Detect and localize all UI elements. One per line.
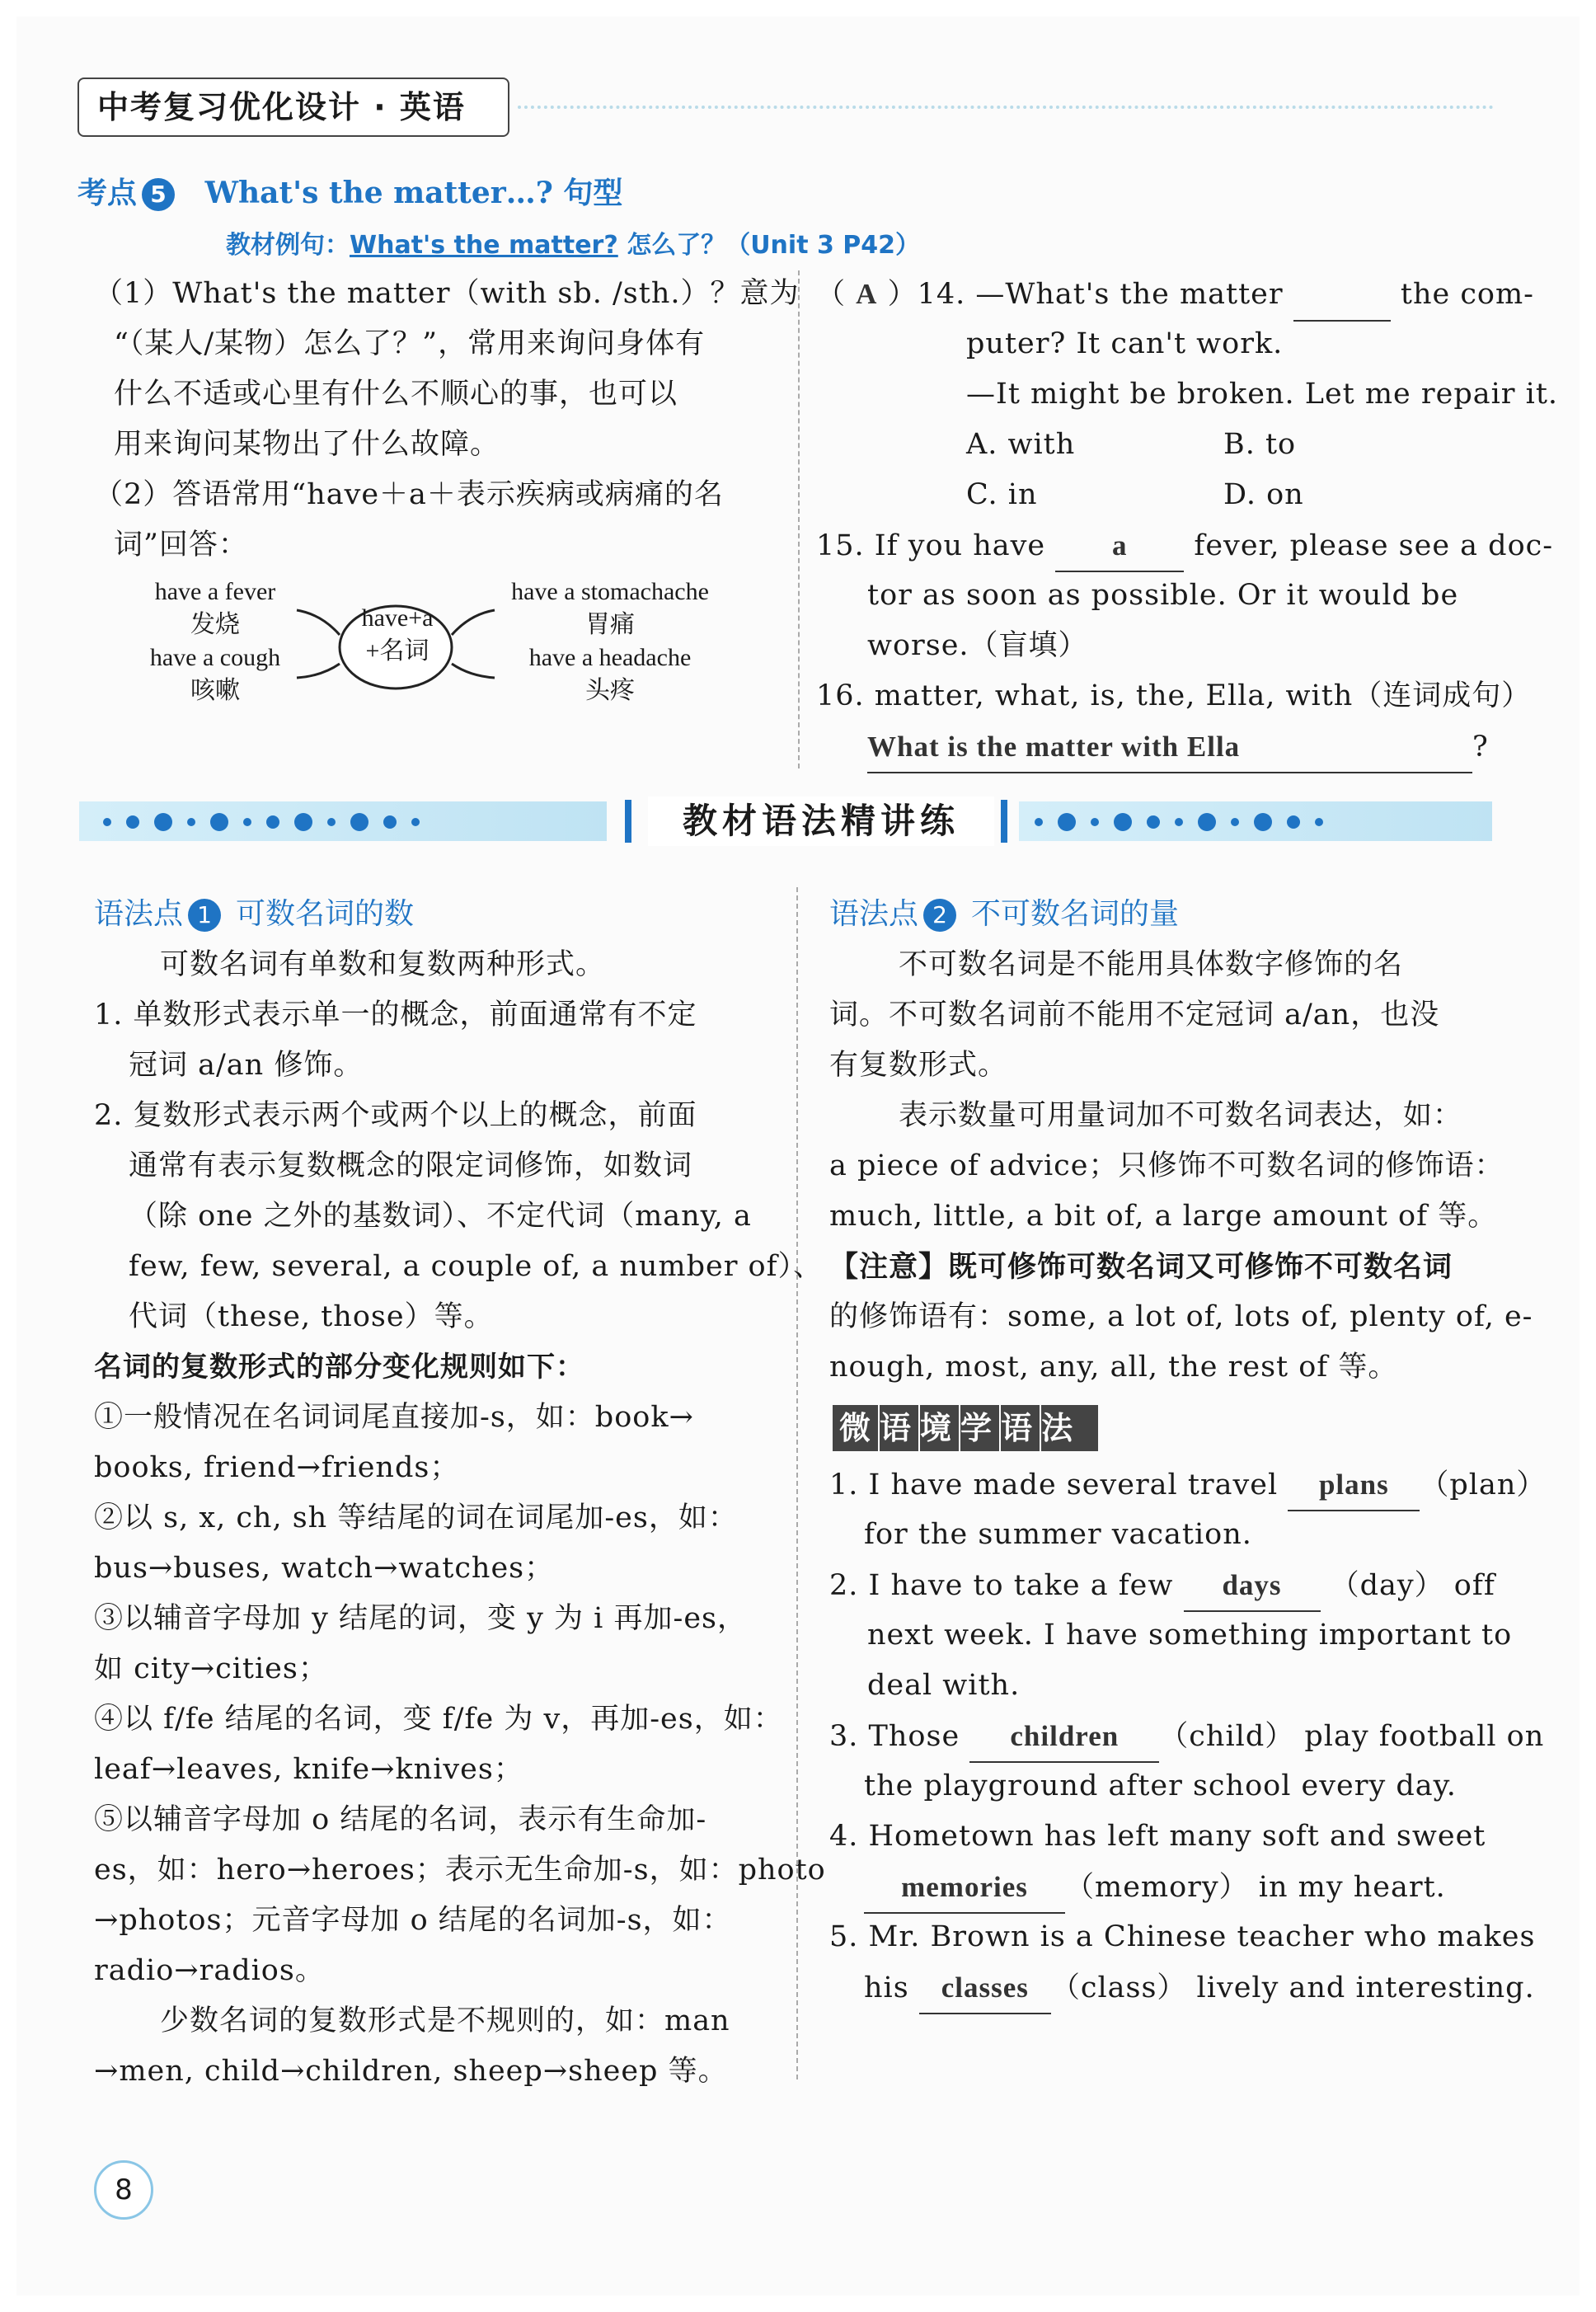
micro-q2: [829, 1560, 1495, 1612]
diagram-left-2: [137, 641, 293, 707]
answer-micro-4: memories: [864, 1862, 1065, 1914]
diagram-center-line: +名词: [365, 637, 430, 665]
text-line: leaf→leaves, knife→knives；: [94, 1753, 523, 1786]
answer-micro-3: children: [969, 1711, 1159, 1763]
diagram-cn: 发烧: [190, 610, 240, 639]
diagram-center: [340, 602, 455, 668]
text-line: →men, child→children, sheep→sheep 等。: [94, 2055, 728, 2088]
micro-q1: [829, 1459, 1546, 1511]
text-line: bus→buses, watch→watches；: [94, 1552, 555, 1585]
rules-heading: 名词的复数形式的部分变化规则如下：: [94, 1351, 584, 1384]
diagram-right-1: [495, 576, 725, 641]
text-line: （除 one 之外的基数词）、不定代词（many, a: [129, 1200, 752, 1233]
option-a: A. with: [966, 428, 1076, 461]
text-line: 有复数形式。: [829, 1049, 1008, 1082]
q-text: 2. I have to take a few: [829, 1569, 1174, 1602]
q16-end: ?: [1472, 731, 1489, 764]
diagram-cn: 胃痛: [585, 610, 635, 639]
text-line: 1. 单数形式表示单一的概念，前面通常有不定: [94, 999, 697, 1031]
gp2-title: 不可数名词的量: [971, 897, 1180, 931]
option-c: C. in: [966, 478, 1038, 511]
textbook-example: [226, 224, 920, 261]
text-line: ⑤以辅音字母加 o 结尾的名词，表示有生命加-: [94, 1803, 707, 1836]
blank-14: [1293, 270, 1391, 322]
text-line: books, friend→friends；: [94, 1451, 460, 1484]
micro-q5: 5. Mr. Brown is a Chinese teacher who makes: [829, 1920, 1536, 1953]
kaodian-label: 考点: [77, 176, 138, 210]
text-line: a piece of advice；只修饰不可数名词的修饰语：: [829, 1149, 1504, 1182]
text-line: 冠词 a/an 修饰。: [129, 1049, 364, 1082]
text-line: nough, most, any, all, the rest of 等。: [829, 1351, 1398, 1384]
text-line: puter? It can't work.: [966, 327, 1284, 360]
micro-context-label: [833, 1405, 1098, 1451]
question-14-line1: （ A ）14. —What's the matter the com-: [816, 269, 1534, 322]
q15-text: fever, please see a doc-: [1194, 529, 1554, 562]
q-text: （plan）: [1420, 1468, 1547, 1501]
text-line: 少数名词的复数形式是不规则的，如：man: [160, 2004, 730, 2037]
gp2-number: 2: [923, 899, 956, 932]
text-line: “（某人/某物）怎么了？”，常用来询问身体有: [114, 327, 706, 360]
text-line: worse.（盲填）: [867, 629, 1088, 662]
q-text: 1. I have made several travel: [829, 1468, 1279, 1501]
text-line: 可数名词有单数和复数两种形式。: [160, 948, 606, 981]
kaodian-heading: [77, 170, 622, 212]
micro-q4-line2: [864, 1862, 1446, 1914]
book-header: 中考复习优化设计 · 英语: [77, 78, 509, 137]
micro-q5-line2: [864, 1962, 1535, 2014]
text-line: 词。不可数名词前不能用不定冠词 a/an，也没: [829, 999, 1440, 1031]
text-line: 不可数名词是不能用具体数字修饰的名: [899, 948, 1404, 981]
banner-bar-right: [1001, 800, 1007, 843]
diagram-en: have a stomachache: [511, 578, 709, 605]
text-line: for the summer vacation.: [864, 1518, 1252, 1551]
text-line: 用来询问某物出了什么故障。: [114, 428, 500, 461]
diagram-en: have a headache: [528, 644, 692, 671]
label-char: 语: [880, 1405, 920, 1451]
q-text: （memory） in my heart.: [1065, 1871, 1446, 1904]
q-text: （day） off: [1330, 1569, 1495, 1602]
diagram-left-1: [137, 576, 293, 641]
label-char: 学: [960, 1405, 1001, 1451]
text-line: →photos；元音字母加 o 结尾的名词加-s，如：: [94, 1904, 732, 1937]
text-line: the playground after school every day.: [864, 1769, 1457, 1802]
diagram-cn: 咳嗽: [190, 676, 240, 705]
banner-dots-right: [1027, 801, 1331, 841]
text-line: few, few, several, a couple of, a number of）、: [129, 1250, 824, 1283]
kaodian-number: 5: [142, 178, 175, 211]
gp2-label: 语法点: [829, 897, 919, 931]
diagram-en: have a fever: [154, 578, 276, 605]
gp1-label: 语法点: [94, 897, 184, 931]
micro-q4: 4. Hometown has left many soft and sweet: [829, 1820, 1486, 1853]
text-line: 的修饰语有：some, a lot of, lots of, plenty of, e-: [829, 1300, 1533, 1333]
column-divider: [798, 270, 800, 768]
grammar-point-2-heading: [829, 890, 1179, 933]
page-number: 8: [94, 2160, 153, 2220]
text-line: （1）What's the matter（with sb. /sth.）？意为: [94, 277, 800, 310]
answer-14: A: [856, 278, 878, 310]
q14-text: the com-: [1400, 278, 1535, 311]
text-line: es，如：hero→heroes；表示无生命加-s，如：photo: [94, 1854, 826, 1887]
answer-16: What is the matter with Ella: [867, 721, 1472, 773]
q15-text: 15. If you have: [816, 529, 1046, 562]
banner-title: 教材语法精讲练: [648, 797, 994, 846]
question-15-line1: [816, 520, 1553, 572]
text-line: 代词（these, those）等。: [129, 1300, 494, 1333]
grammar-point-1-heading: [94, 890, 414, 933]
diagram-cn: 头疼: [585, 676, 635, 705]
text-line: deal with.: [867, 1669, 1021, 1702]
answer-15: a: [1055, 520, 1184, 572]
text-line: ④以 f/fe 结尾的名词，变 f/fe 为 v，再加-es，如：: [94, 1703, 783, 1736]
gp1-title: 可数名词的数: [236, 897, 415, 931]
note-line: 【注意】既可修饰可数名词又可修饰不可数名词: [829, 1250, 1453, 1284]
q-text: his: [864, 1971, 909, 2004]
example-suffix: 怎么了？（Unit 3 P42）: [617, 231, 921, 260]
text-line: 词”回答：: [114, 529, 248, 562]
answer-micro-2: days: [1184, 1560, 1321, 1612]
option-d: D. on: [1223, 478, 1304, 511]
text-line: 表示数量可用量词加不可数名词表达，如：: [899, 1099, 1463, 1132]
header-dotted-rule: [518, 106, 1494, 109]
label-char: 法: [1041, 1410, 1077, 1446]
q-text: （child） play football on: [1159, 1720, 1545, 1753]
label-char: 境: [920, 1405, 960, 1451]
option-b: B. to: [1223, 428, 1297, 461]
text-line: ③以辅音字母加 y 结尾的词，变 y 为 i 再加-es，: [94, 1602, 747, 1635]
banner-dots-left: [96, 801, 427, 841]
q14-text: ）14. —What's the matter: [887, 278, 1284, 311]
diagram-en: have a cough: [149, 644, 281, 671]
question-16: 16. matter, what, is, the, Ella, with（连词成句）: [816, 679, 1532, 712]
text-line: ①一般情况在名词词尾直接加-s，如：book→: [94, 1401, 694, 1434]
label-char: 语: [1001, 1405, 1041, 1451]
example-prefix: 教材例句：: [226, 231, 350, 260]
question-16-answer-line: [867, 721, 1489, 773]
text-line: （2）答语常用“have＋a＋表示疾病或病痛的名: [94, 478, 724, 511]
text-line: radio→radios。: [94, 1954, 325, 1987]
micro-q3: [829, 1711, 1544, 1763]
diagram-right-2: [495, 641, 725, 707]
answer-micro-1: plans: [1288, 1459, 1420, 1511]
text-line: 如 city→cities；: [94, 1652, 328, 1685]
text-line: much, little, a bit of, a large amount of 等。: [829, 1200, 1498, 1233]
text-line: —It might be broken. Let me repair it.: [966, 378, 1559, 411]
example-sentence: What's the matter?: [350, 231, 618, 260]
text-line: 2. 复数形式表示两个或两个以上的概念，前面: [94, 1099, 697, 1132]
gp1-number: 1: [188, 899, 221, 932]
label-char: 微: [839, 1405, 880, 1451]
text-line: tor as soon as possible. Or it would be: [867, 579, 1459, 612]
kaodian-title: What's the matter…? 句型: [204, 176, 623, 210]
text-line: next week. I have something important to: [867, 1619, 1513, 1652]
q-text: （class） lively and interesting.: [1050, 1971, 1535, 2004]
banner-bar-left: [625, 800, 631, 843]
section-banner: [79, 797, 1492, 846]
text-line: 通常有表示复数概念的限定词修饰，如数词: [129, 1149, 693, 1182]
q-text: 3. Those: [829, 1720, 960, 1753]
answer-micro-5: classes: [919, 1962, 1051, 2014]
text-line: ②以 s, x, ch, sh 等结尾的词在词尾加-es，如：: [94, 1501, 738, 1534]
column-divider: [796, 887, 798, 2079]
diagram-center-line: have+a: [361, 604, 434, 632]
text-line: 什么不适或心里有什么不顺心的事，也可以: [114, 378, 678, 411]
